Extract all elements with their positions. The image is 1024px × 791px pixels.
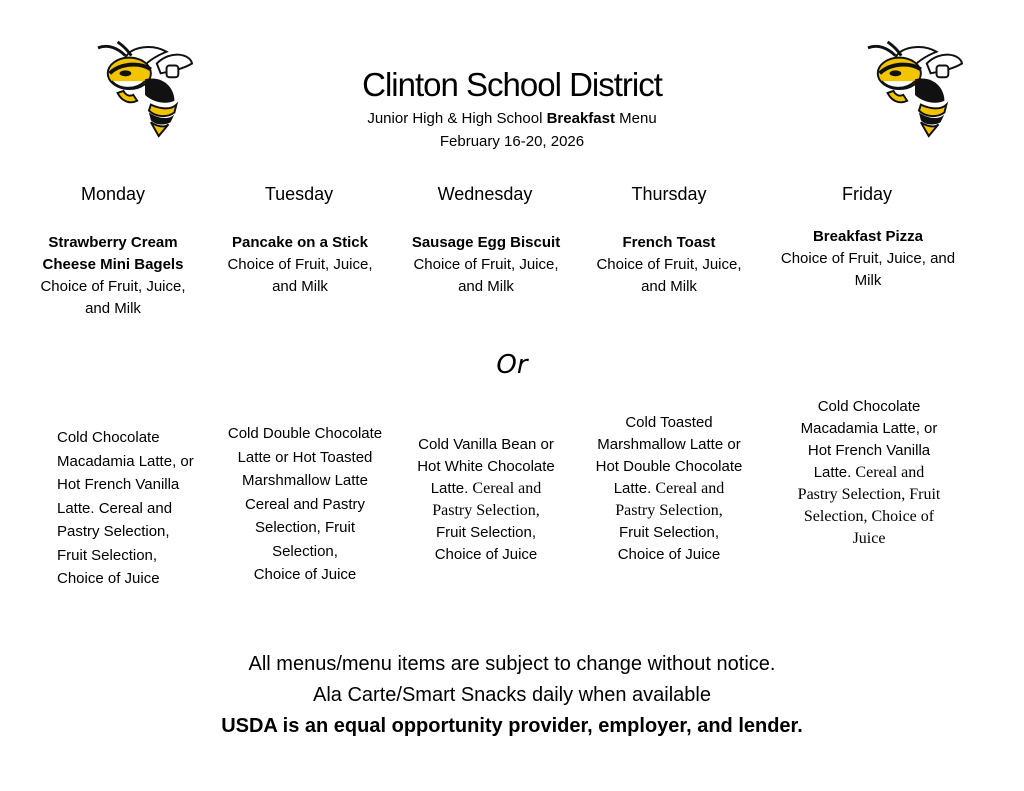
alt-line: Cold Double Chocolate <box>227 425 383 442</box>
item-side-line: Choice of Fruit, Juice, <box>413 256 559 273</box>
alt-line-serif: Juice <box>852 530 886 547</box>
item-name-line: Breakfast Pizza <box>812 228 924 245</box>
or-divider-label: Or <box>496 350 528 380</box>
main-item-monday <box>18 232 208 320</box>
alt-line: Cold Vanilla Bean or <box>418 436 554 453</box>
item-name-line: Strawberry Cream <box>48 234 178 251</box>
item-name-line: Cheese Mini Bagels <box>42 256 184 273</box>
alt-line: Selection, <box>272 542 338 560</box>
alt-line: Choice of Juice <box>253 566 357 583</box>
subtitle-prefix: Junior High & High School <box>367 110 547 127</box>
item-name-line: Sausage Egg Biscuit <box>411 234 561 251</box>
menu-subtitle <box>0 110 1024 127</box>
item-side-line: and Milk <box>458 278 514 295</box>
alt-line: Choice of Juice <box>617 546 721 563</box>
item-side-line: Milk <box>854 272 882 289</box>
alternate-item-monday <box>57 426 227 591</box>
alt-line-serif: Cereal and <box>472 480 542 497</box>
alt-line: Macadamia Latte, or <box>800 420 938 437</box>
alt-line: Fruit Selection, <box>435 524 537 541</box>
alt-line: Cold Chocolate <box>817 398 921 415</box>
alt-line: Hot French Vanilla <box>57 476 180 493</box>
alt-line: Latte. Cereal and <box>57 499 173 517</box>
alt-line-serif: Cereal and <box>655 480 725 497</box>
main-item-wednesday <box>391 232 581 298</box>
alt-line: Latte. <box>430 480 473 497</box>
main-item-thursday <box>574 232 764 298</box>
item-side-line: Choice of Fruit, Juice, <box>227 256 373 273</box>
alt-line: Hot Double Chocolate <box>595 458 743 475</box>
subtitle-suffix: Menu <box>614 110 657 127</box>
item-side-line: Choice of Fruit, Juice, and <box>780 250 956 267</box>
alt-line-serif: Pastry Selection, <box>615 502 723 519</box>
page-title: Clinton School District <box>362 66 662 103</box>
item-side-line: and Milk <box>85 300 141 317</box>
alt-line: Cold Chocolate <box>57 429 160 446</box>
alt-line-serif: Pastry Selection, <box>432 502 540 519</box>
footer-ala-carte-note: Ala Carte/Smart Snacks daily when available <box>313 684 711 706</box>
menu-dates: February 16-20, 2026 <box>439 133 585 150</box>
alt-line: Marshmallow Latte <box>242 472 368 489</box>
alt-line: Fruit Selection, <box>618 524 720 541</box>
alt-line: Macadamia Latte, or <box>57 452 194 470</box>
alt-line: Latte. <box>613 480 656 497</box>
alt-line: Latte or Hot Toasted <box>237 448 373 466</box>
alt-line: Hot French Vanilla <box>807 442 931 459</box>
alt-line: Pastry Selection, <box>57 523 170 540</box>
alt-line: Hot White Chocolate <box>417 458 555 475</box>
alt-line: Choice of Juice <box>57 570 160 587</box>
main-item-tuesday <box>205 232 395 298</box>
alt-line: Choice of Juice <box>434 546 538 563</box>
alt-line-serif: Selection, Choice of <box>803 508 935 525</box>
alt-line: Fruit Selection, <box>57 546 158 564</box>
item-side-line: and Milk <box>272 278 328 295</box>
alternate-item-friday <box>774 396 964 550</box>
item-side-line: Choice of Fruit, Juice, <box>596 256 742 273</box>
item-name-line: French Toast <box>622 234 716 251</box>
alt-line: Marshmallow Latte or <box>597 436 741 453</box>
footer-usda-statement: USDA is an equal opportunity provider, employer, and lender. <box>221 715 803 737</box>
alt-line: Cereal and Pastry <box>244 495 366 513</box>
item-side-line: and Milk <box>641 278 697 295</box>
day-header-friday: Friday <box>841 184 892 204</box>
day-header-thursday: Thursday <box>631 184 707 204</box>
alternate-item-wednesday <box>391 434 581 566</box>
alt-line-serif: Cereal and <box>855 464 925 481</box>
alt-line-serif: Pastry Selection, Fruit <box>797 486 941 503</box>
day-header-tuesday: Tuesday <box>264 184 334 204</box>
alternate-item-thursday <box>574 412 764 566</box>
alt-line: Latte. <box>813 464 856 481</box>
day-header-wednesday: Wednesday <box>437 184 533 204</box>
item-side-line: Choice of Fruit, Juice, <box>40 278 186 295</box>
alt-line: Cold Toasted <box>625 414 713 431</box>
main-item-friday <box>758 226 978 292</box>
alternate-item-tuesday <box>210 422 400 587</box>
alt-line: Selection, Fruit <box>254 519 356 536</box>
item-name-line: Pancake on a Stick <box>232 234 368 251</box>
subtitle-bold-word: Breakfast <box>546 110 615 127</box>
day-header-monday: Monday <box>80 184 146 204</box>
footer-disclaimer: All menus/menu items are subject to change without notice. <box>248 653 776 675</box>
